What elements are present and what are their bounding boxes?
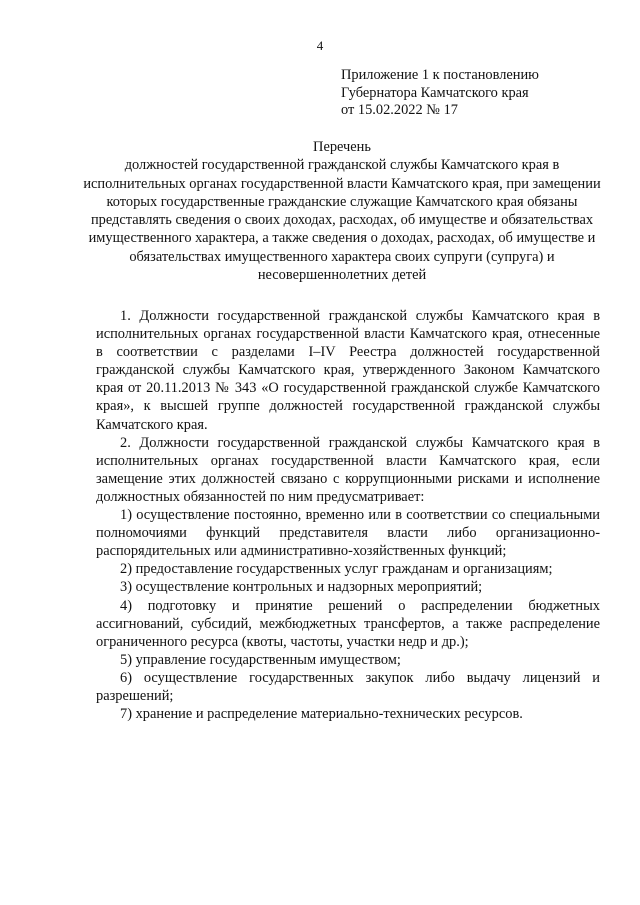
appendix-reference [341, 67, 621, 120]
appendix-line-1: Приложение 1 к постановлению [341, 67, 539, 83]
appendix-line-3: от 15.02.2022 № 17 [341, 102, 458, 118]
title-heading: Перечень [313, 139, 371, 155]
list-item-5: 5) управление государственным имуществом; [120, 651, 401, 668]
list-item-2: 2) предоставление государственных услуг гражданам и организациям; [120, 561, 553, 578]
list-item-7: 7) хранение и распределение материально-технических ресурсов. [120, 706, 523, 723]
document-title [78, 138, 606, 284]
list-item-1: 1) осуществление постоянно, временно или в соответствии со специальными полномочиями функций представителя власти либо организационно-распорядительных или административно-хозяйственных функций; [96, 507, 600, 560]
list-item-4: 4) подготовку и принятие решений о распределении бюджетных ассигнований, субсидий, межбюджетных трансфертов, а также распределение ограниченного ресурса (квоты, частоты, участки недр и др.); [96, 597, 600, 650]
list-item-3: 3) осуществление контрольных и надзорных мероприятий; [120, 579, 483, 596]
title-subtitle: должностей государственной гражданской службы Камчатского края в исполнительных органах государственной власти Камчатского края, при замещении которых государственные гражданские служащие Камчатского края обязаны представлять сведения о своих доходах, расходах, об имуществе и обязательствах имущественного характера, а также сведения о доходах, расходах, об имуществе и обязательствах имущественного характера своих супруги (супруга) и несовершеннолетних детей [83, 157, 601, 284]
list-item-6: 6) осуществление государственных закупок либо выдачу лицензий и разрешений; [96, 669, 600, 704]
document-body [96, 307, 600, 723]
paragraph-1: 1. Должности государственной гражданской службы Камчатского края в исполнительных органах государственной власти Камчатского края, отнесенные в соответствии с разделами I–IV Реестра должностей государственной гражданской службы Камчатского края, утвержденного Законом Камчатского края от 20.11.2013 № 343 «О государственной гражданской службе Камчатского края», к высшей группе должностей государственной гражданской службы Камчатского края. [96, 308, 600, 433]
appendix-line-2: Губернатора Камчатского края [341, 84, 529, 101]
paragraph-2: 2. Должности государственной гражданской службы Камчатского края в исполнительных органах государственной власти Камчатского края, если замещение этих должностей связано с коррупционными рисками и исполнение должностных обязанностей по ним предусматривает: [96, 434, 600, 505]
page-number: 4 [316, 38, 324, 53]
